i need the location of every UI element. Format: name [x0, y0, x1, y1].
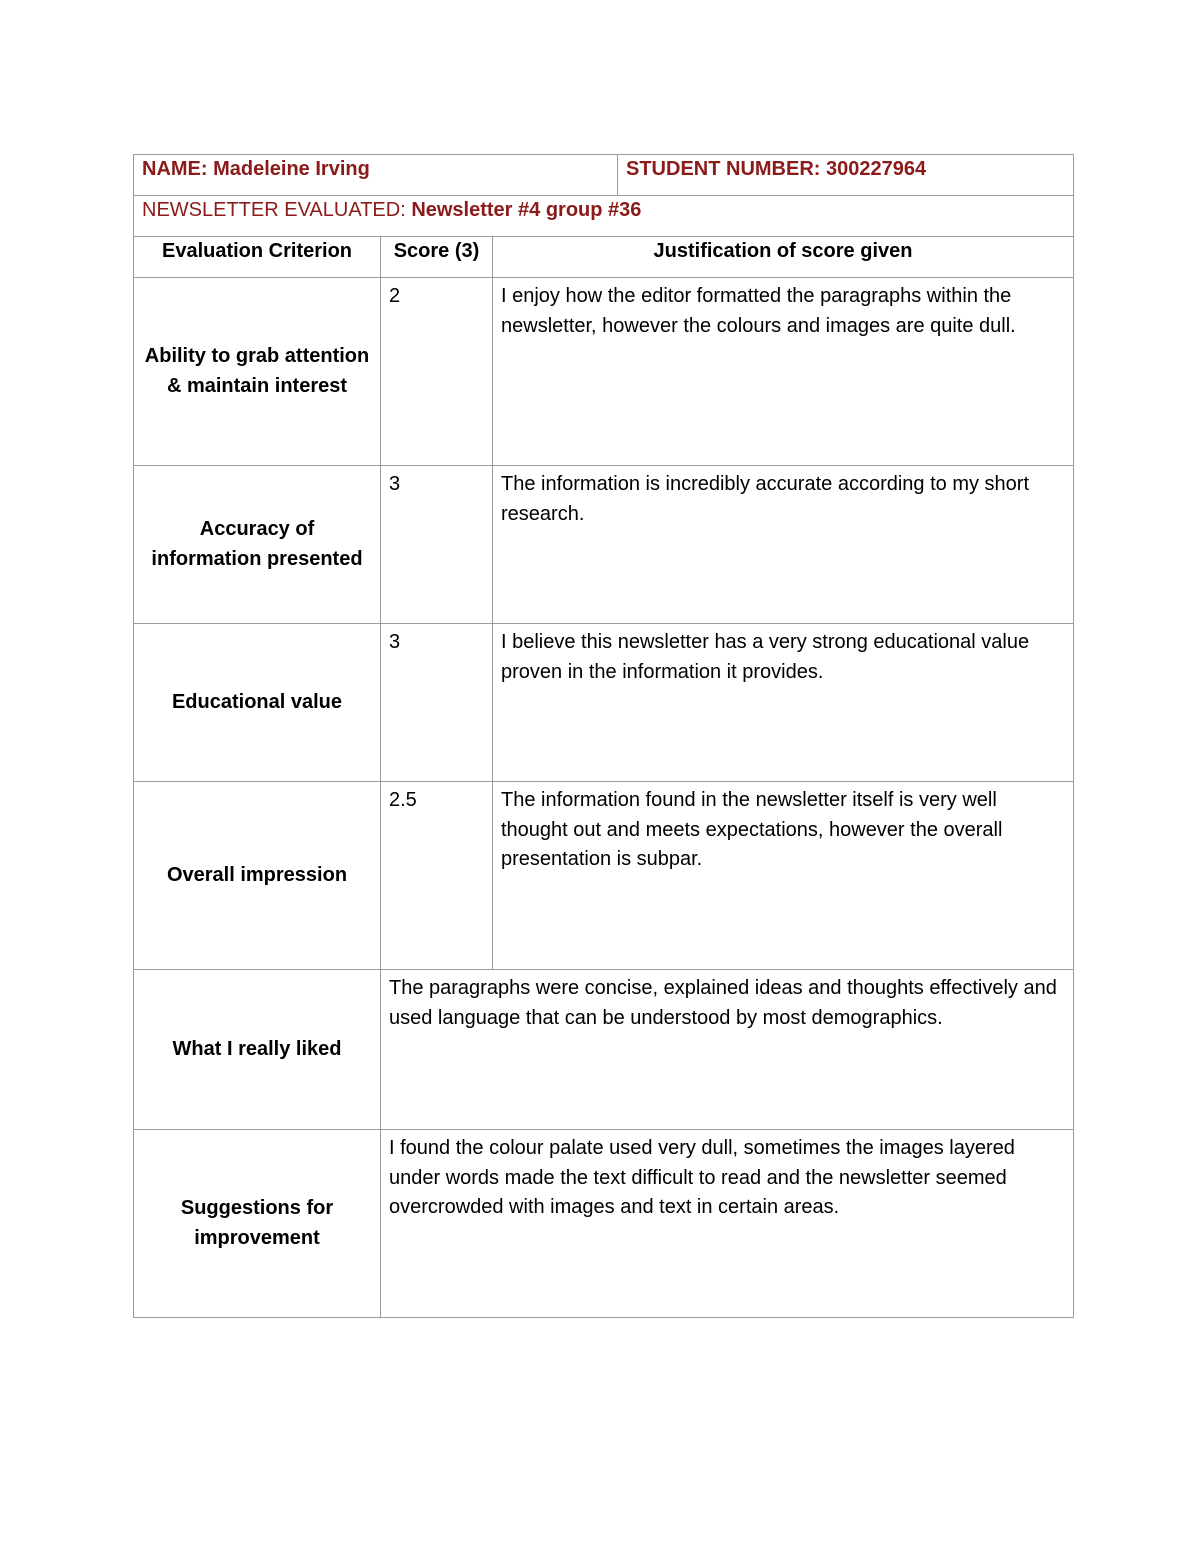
liked-row	[134, 970, 1074, 1130]
liked-text: The paragraphs were concise, explained ideas and thoughts effectively and used language that can be understood by most demographics.	[381, 970, 1074, 1130]
justification-text: The information is incredibly accurate according to my short research.	[493, 466, 1074, 624]
criterion-row	[134, 624, 1074, 782]
student-number-label: STUDENT NUMBER:	[626, 158, 821, 180]
student-number-value: 300227964	[826, 158, 927, 180]
suggestions-row	[134, 1130, 1074, 1318]
justification-text: The information found in the newsletter itself is very well thought out and meets expectations, however the overall presentation is subpar.	[493, 782, 1074, 970]
score-value: 3	[381, 466, 493, 624]
student-number-cell	[618, 155, 1074, 196]
evaluation-table	[133, 154, 1074, 1318]
criterion-row	[134, 782, 1074, 970]
column-header-row	[134, 237, 1074, 278]
column-header-justification: Justification of score given	[493, 237, 1074, 278]
score-value: 3	[381, 624, 493, 782]
score-value: 2	[381, 278, 493, 466]
criterion-row	[134, 278, 1074, 466]
justification-text: I enjoy how the editor formatted the paragraphs within the newsletter, however the colours and images are quite dull.	[493, 278, 1074, 466]
column-header-criterion: Evaluation Criterion	[134, 237, 381, 278]
name-label: NAME:	[142, 158, 208, 180]
score-value: 2.5	[381, 782, 493, 970]
newsletter-label: NEWSLETTER EVALUATED:	[142, 199, 406, 221]
criterion-label: Educational value	[134, 624, 381, 782]
justification-text: I believe this newsletter has a very strong educational value proven in the information it provides.	[493, 624, 1074, 782]
criterion-label: Accuracy of information presented	[134, 466, 381, 624]
liked-label: What I really liked	[134, 970, 381, 1130]
name-cell	[134, 155, 618, 196]
newsletter-value: Newsletter #4 group #36	[411, 199, 642, 221]
suggestions-label: Suggestions for improvement	[134, 1130, 381, 1318]
criterion-label: Overall impression	[134, 782, 381, 970]
name-value: Madeleine Irving	[213, 158, 370, 180]
suggestions-text: I found the colour palate used very dull, sometimes the images layered under words made the text difficult to read and the newsletter seemed overcrowded with images and text in certain areas.	[381, 1130, 1074, 1318]
newsletter-row	[134, 196, 1074, 237]
name-row	[134, 155, 1074, 196]
newsletter-cell	[134, 196, 1074, 237]
column-header-score: Score (3)	[381, 237, 493, 278]
criterion-row	[134, 466, 1074, 624]
criterion-label: Ability to grab attention & maintain interest	[134, 278, 381, 466]
